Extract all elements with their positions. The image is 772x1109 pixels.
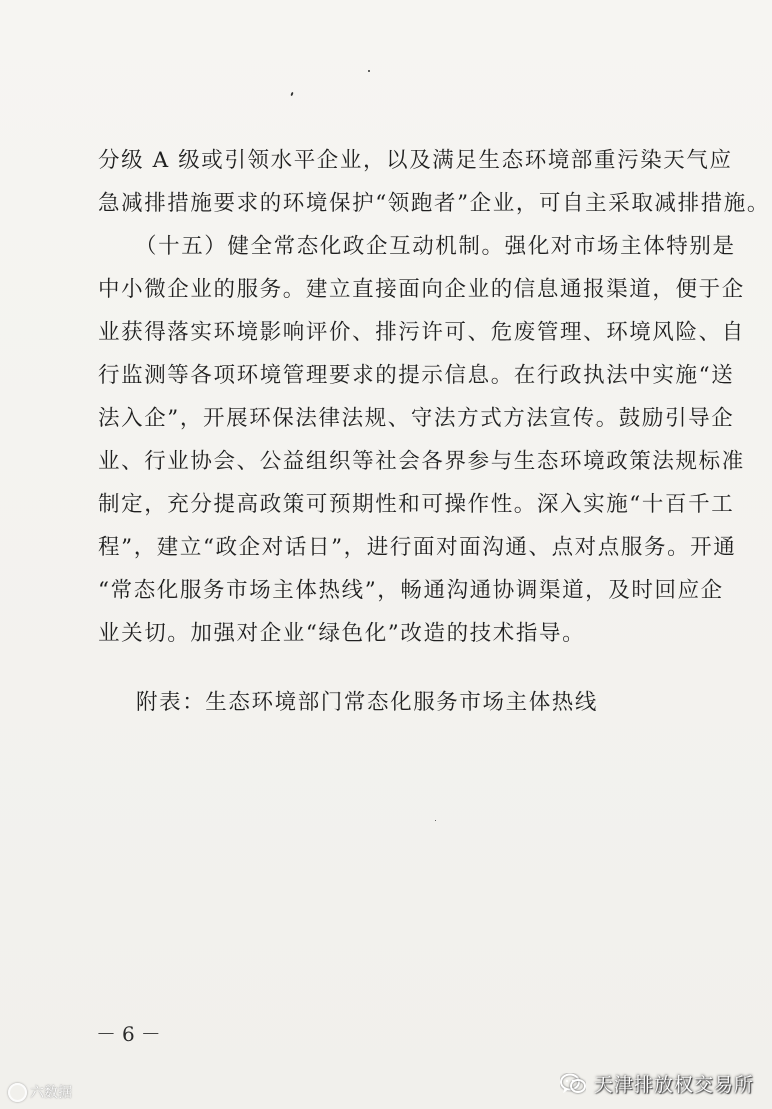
text-line: 行监测等各项环境管理要求的提示信息。在行政执法中实施“送 [98, 363, 735, 388]
watermark-right [560, 1070, 754, 1097]
watermark-logo-icon [8, 1083, 27, 1102]
section-heading-line: （十五）健全常态化政企互动机制。强化对市场主体特别是 [135, 234, 736, 259]
watermark-brand-text: 天津排放权交易所 [593, 1074, 754, 1096]
watermark-left [8, 1082, 72, 1102]
text-line: 中小微企业的服务。建立直接面向企业的信息通报渠道，便于企 [98, 277, 745, 302]
text-line: 法入企”，开展环保法律法规、守法方式方法宣传。鼓励引导企 [98, 406, 735, 431]
text-line: 业关切。加强对企业“绿色化”改造的技术指导。 [98, 621, 586, 646]
text-line: “常态化服务市场主体热线”，畅通沟通协调渠道，及时回应企 [98, 578, 724, 603]
watermark-left-text: 六数据 [30, 1085, 72, 1101]
text-line: 分级 A 级或引领水平企业，以及满足生态环境部重污染天气应 [98, 148, 733, 173]
text-line: 制定，充分提高政策可预期性和可操作性。深入实施“十百千工 [98, 492, 735, 517]
scan-speck [290, 92, 293, 96]
text-line: 业、行业协会、公益组织等社会各界参与生态环境政策法规标准 [98, 449, 745, 474]
scan-speck [368, 70, 370, 72]
page-number: －6－ [96, 1022, 167, 1046]
text-line: 程”，建立“政企对话日”，进行面对面沟通、点对点服务。开通 [98, 535, 737, 560]
text-line: 业获得落实环境影响评价、排污许可、危废管理、环境风险、自 [98, 320, 745, 345]
wechat-icon [560, 1073, 586, 1095]
text-line: 急减排措施要求的环境保护“领跑者”企业，可自主采取减排措施。 [98, 191, 770, 216]
scan-speck [435, 820, 436, 821]
attachment-note: 附表：生态环境部门常态化服务市场主体热线 [136, 690, 599, 715]
